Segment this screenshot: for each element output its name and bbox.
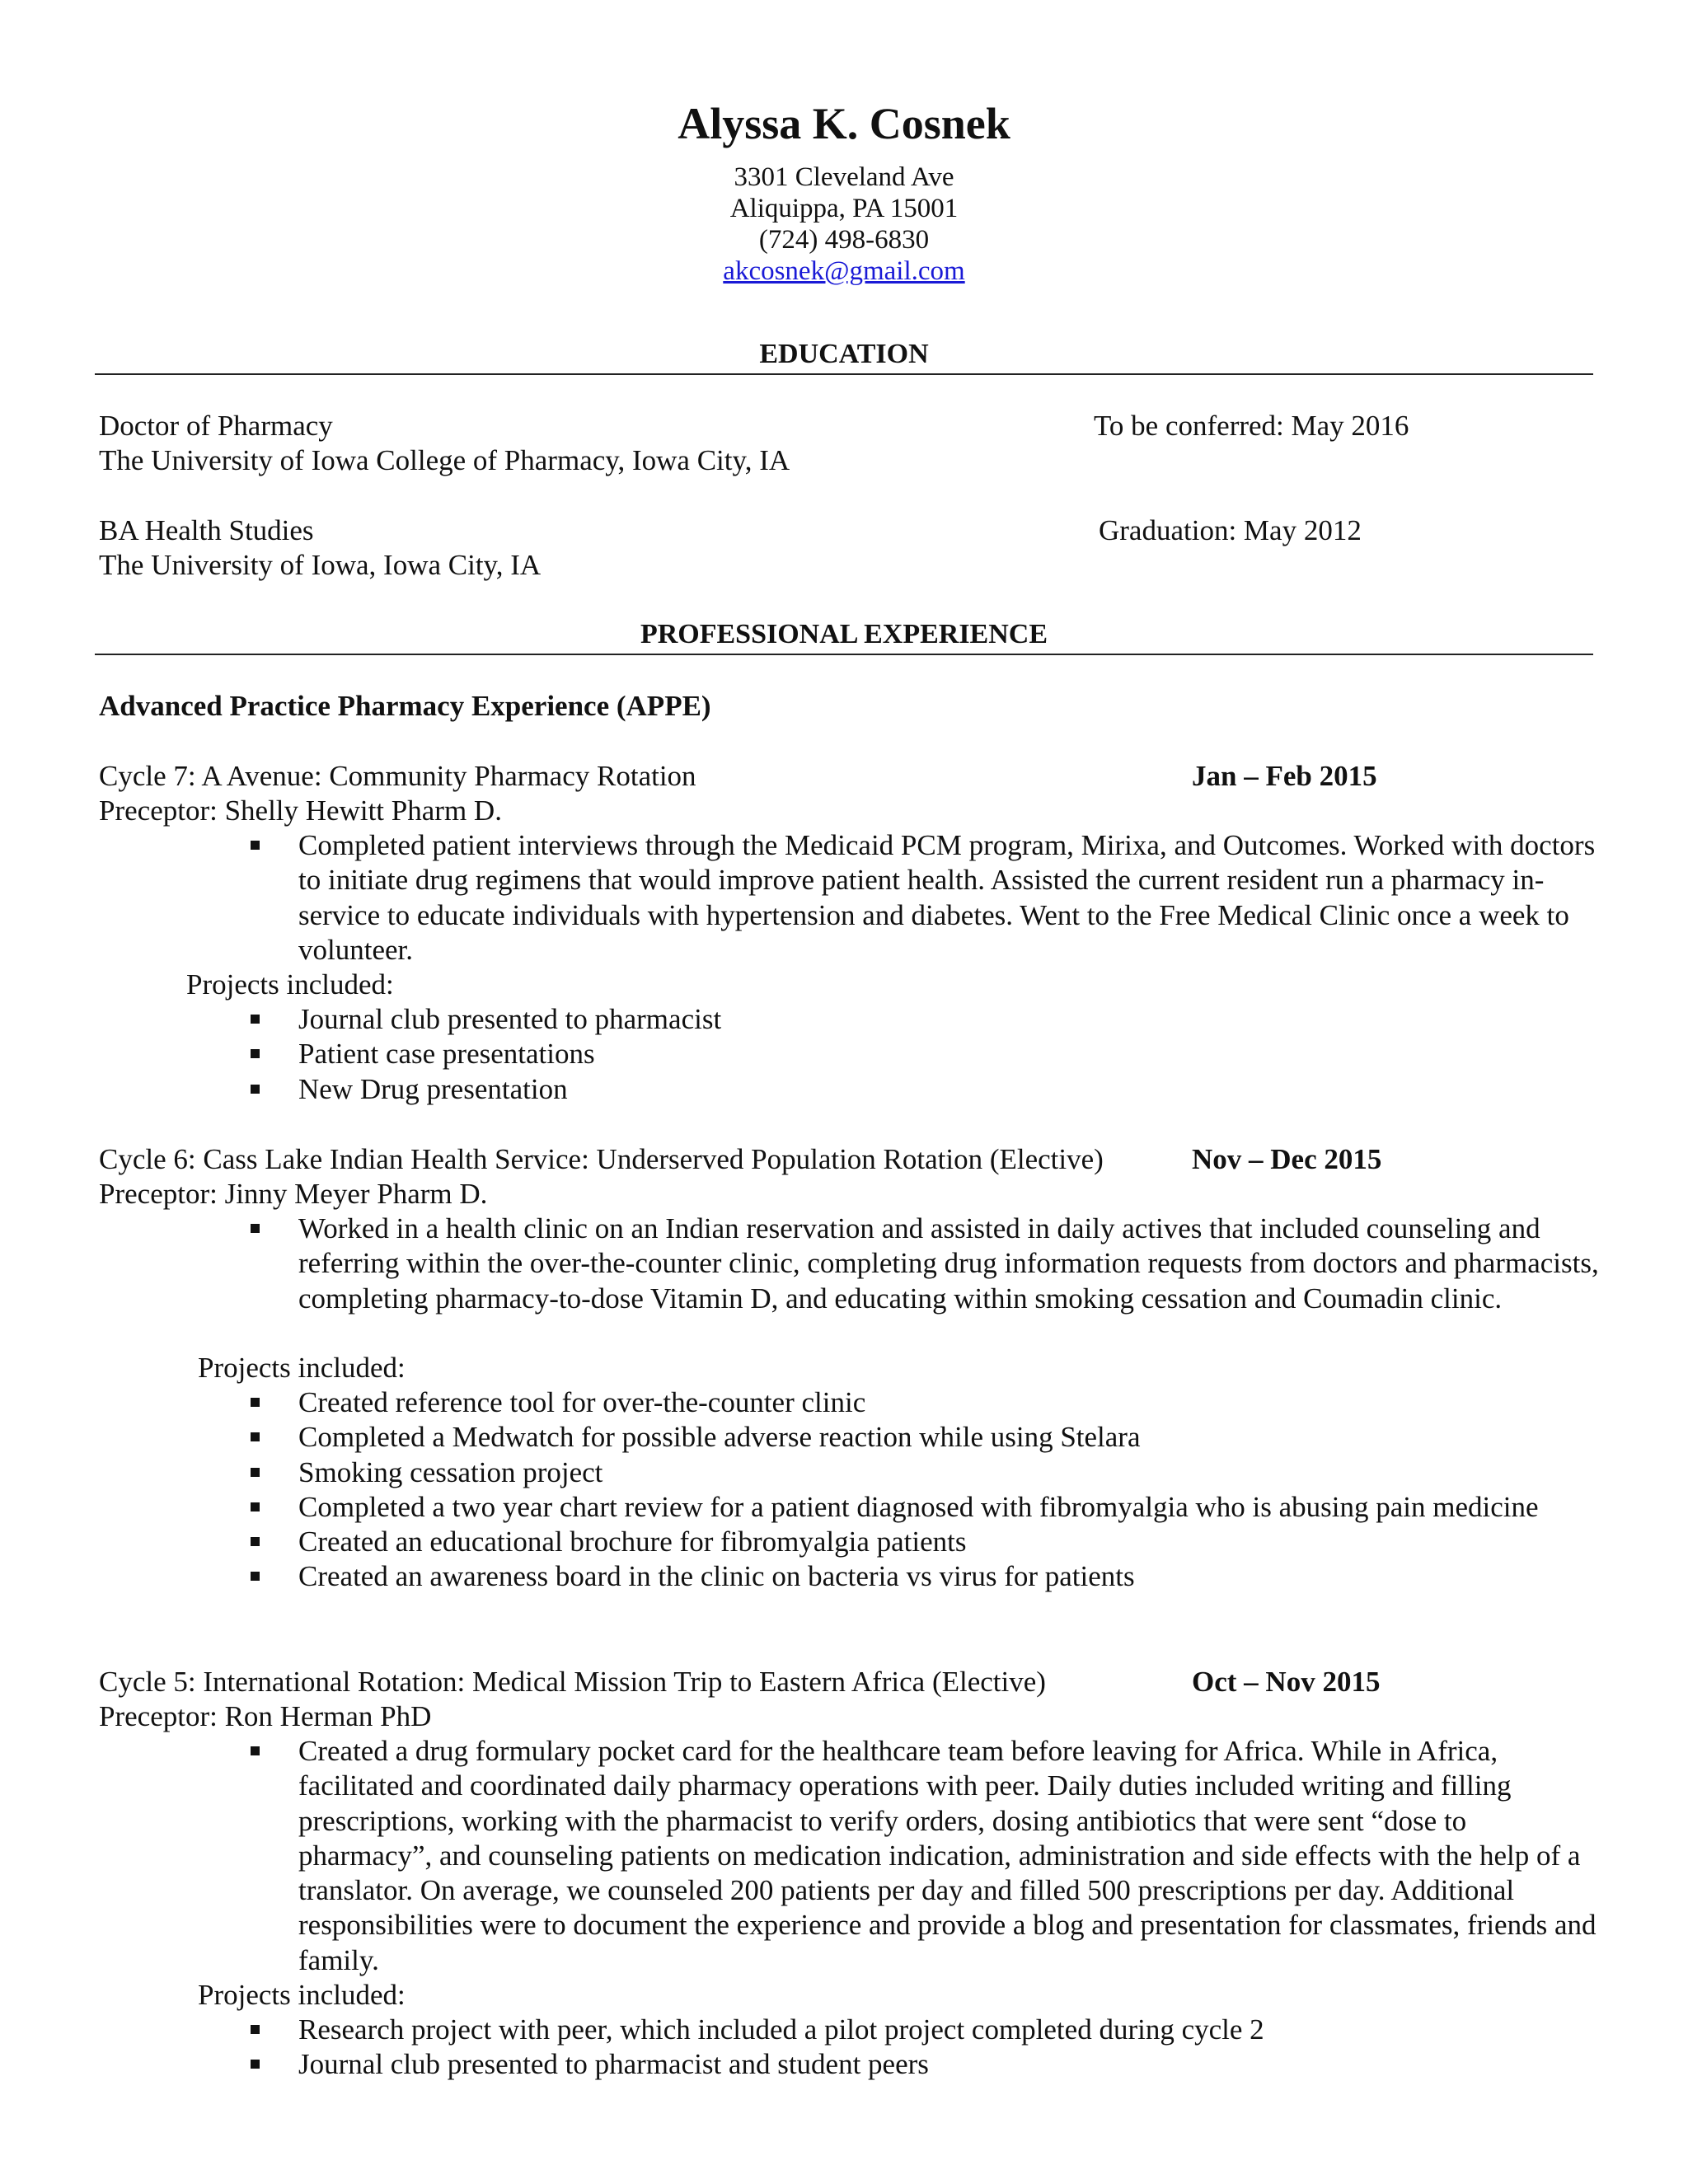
education-date-pharmd: To be conferred: May 2016	[1094, 410, 1409, 442]
project-text: Journal club presented to pharmacist	[298, 1003, 722, 1035]
cycle-5-dates: Oct – Nov 2015	[1192, 1666, 1381, 1698]
cycle-5-projects-label: Projects included:	[198, 1979, 406, 2011]
cycle-7-projects-list	[247, 1002, 1599, 1107]
cycle-6-description-text: Worked in a health clinic on an Indian reservation and assisted in daily actives that included counseling and referring within the over-the-counter clinic, completing drug information requests from doctors and pharmacists, completing pharmacy-to-dose Vitamin D, and educating within smoking cessation and Coumadin clinic.	[298, 1212, 1599, 1315]
bullet-square-icon	[251, 1398, 260, 1407]
cycle-7-title: Cycle 7: A Avenue: Community Pharmacy Rotation	[99, 760, 696, 792]
project-item	[247, 1037, 1599, 1071]
resume-header	[0, 97, 1688, 287]
project-text: Created reference tool for over-the-counter clinic	[298, 1386, 866, 1418]
project-item	[247, 1072, 1599, 1107]
cycle-7-dates: Jan – Feb 2015	[1192, 760, 1377, 792]
experience-divider	[95, 654, 1593, 655]
project-item	[247, 1385, 1599, 1420]
cycle-7-preceptor: Preceptor: Shelly Hewitt Pharm D.	[99, 794, 502, 827]
project-text: Journal club presented to pharmacist and student peers	[298, 2048, 929, 2081]
education-heading: EDUCATION	[759, 339, 929, 369]
cycle-7-projects-label: Projects included:	[186, 968, 394, 1001]
education-divider	[95, 373, 1593, 375]
education-degree-ba: BA Health Studies	[99, 514, 314, 546]
experience-heading: PROFESSIONAL EXPERIENCE	[640, 619, 1048, 649]
education-date-ba: Graduation: May 2012	[1099, 514, 1362, 546]
project-item	[247, 2047, 1599, 2082]
cycle-6-dates: Nov – Dec 2015	[1192, 1143, 1382, 1175]
cycle-6-projects-list	[247, 1385, 1599, 1595]
cycle-6-description-list	[247, 1212, 1599, 1316]
bullet-square-icon	[251, 2060, 260, 2069]
cycle-5-description	[247, 1734, 1599, 1978]
project-item	[247, 1525, 1599, 1559]
education-school-pharmd: The University of Iowa College of Pharmacy, Iowa City, IA	[99, 444, 790, 476]
cycle-5-preceptor: Preceptor: Ron Herman PhD	[99, 1700, 432, 1732]
project-item	[247, 1559, 1599, 1594]
bullet-square-icon	[251, 1224, 260, 1233]
cycle-7-description-text: Completed patient interviews through the Medicaid PCM program, Mirixa, and Outcomes. Worked with doctors to initiate drug regimens that would improve patient health. Assisted the current resident run a pharmacy in-service to educate individuals with hypertension and diabetes. Went to the Free Medical Clinic once a week to volunteer.	[298, 829, 1596, 966]
project-text: Research project with peer, which included a pilot project completed during cycle 2	[298, 2013, 1264, 2046]
cycle-5-description-list	[247, 1734, 1599, 1978]
address-line-1: 3301 Cleveland Ave	[734, 162, 954, 192]
bullet-square-icon	[251, 1572, 260, 1581]
project-item	[247, 2013, 1599, 2047]
bullet-square-icon	[251, 1746, 260, 1755]
cycle-5-description-text: Created a drug formulary pocket card for the healthcare team before leaving for Africa. While in Africa, facilitated and coordinated daily pharmacy operations with peer. Daily duties included writing and filling prescriptions, working with the pharmacist to verify orders, dosing antibiotics that were sent “dose to pharmacy”, and counseling patients on medication indication, administration and side effects with the help of a translator. On average, we counseled 200 patients per day and filled 500 prescriptions per day. Additional responsibilities were to document the experience and provide a blog and presentation for classmates, friends and family.	[298, 1735, 1597, 1976]
project-item	[247, 1490, 1599, 1525]
bullet-square-icon	[251, 1537, 260, 1546]
project-text: Created an awareness board in the clinic on bacteria vs virus for patients	[298, 1560, 1135, 1593]
cycle-7-description	[247, 828, 1599, 968]
bullet-square-icon	[251, 1432, 260, 1441]
project-text: New Drug presentation	[298, 1072, 568, 1105]
project-text: Patient case presentations	[298, 1038, 595, 1071]
bullet-square-icon	[251, 1085, 260, 1094]
bullet-square-icon	[251, 2025, 260, 2034]
appe-subheading: Advanced Practice Pharmacy Experience (APPE)	[99, 690, 711, 722]
bullet-square-icon	[251, 841, 260, 850]
project-item	[247, 1420, 1599, 1455]
cycle-6-description	[247, 1212, 1599, 1316]
cycle-6-title: Cycle 6: Cass Lake Indian Health Service: Underserved Population Rotation (Elective)	[99, 1143, 1104, 1175]
cycle-5-projects-list	[247, 2013, 1599, 2083]
bullet-square-icon	[251, 1015, 260, 1024]
project-text: Completed a Medwatch for possible adverse reaction while using Stelara	[298, 1421, 1141, 1454]
phone-number: (724) 498-6830	[758, 225, 930, 255]
project-text: Completed a two year chart review for a patient diagnosed with fibromyalgia who is abusing pain medicine	[298, 1490, 1539, 1523]
cycle-7-description-list	[247, 828, 1599, 968]
bullet-square-icon	[251, 1502, 260, 1511]
bullet-square-icon	[251, 1468, 260, 1477]
education-degree-pharmd: Doctor of Pharmacy	[99, 410, 333, 442]
project-text: Created an educational brochure for fibromyalgia patients	[298, 1526, 967, 1558]
email-link[interactable]: akcosnek@gmail.com	[723, 256, 965, 286]
project-text: Smoking cessation project	[298, 1455, 603, 1488]
cycle-6-preceptor: Preceptor: Jinny Meyer Pharm D.	[99, 1178, 488, 1210]
candidate-name: Alyssa K. Cosnek	[678, 99, 1010, 148]
project-item	[247, 1002, 1599, 1037]
cycle-5-title: Cycle 5: International Rotation: Medical Mission Trip to Eastern Africa (Elective)	[99, 1666, 1046, 1698]
project-item	[247, 1455, 1599, 1490]
bullet-square-icon	[251, 1049, 260, 1058]
cycle-6-projects-label: Projects included:	[198, 1352, 406, 1384]
address-line-2: Aliquippa, PA 15001	[729, 194, 959, 223]
education-school-ba: The University of Iowa, Iowa City, IA	[99, 549, 542, 581]
